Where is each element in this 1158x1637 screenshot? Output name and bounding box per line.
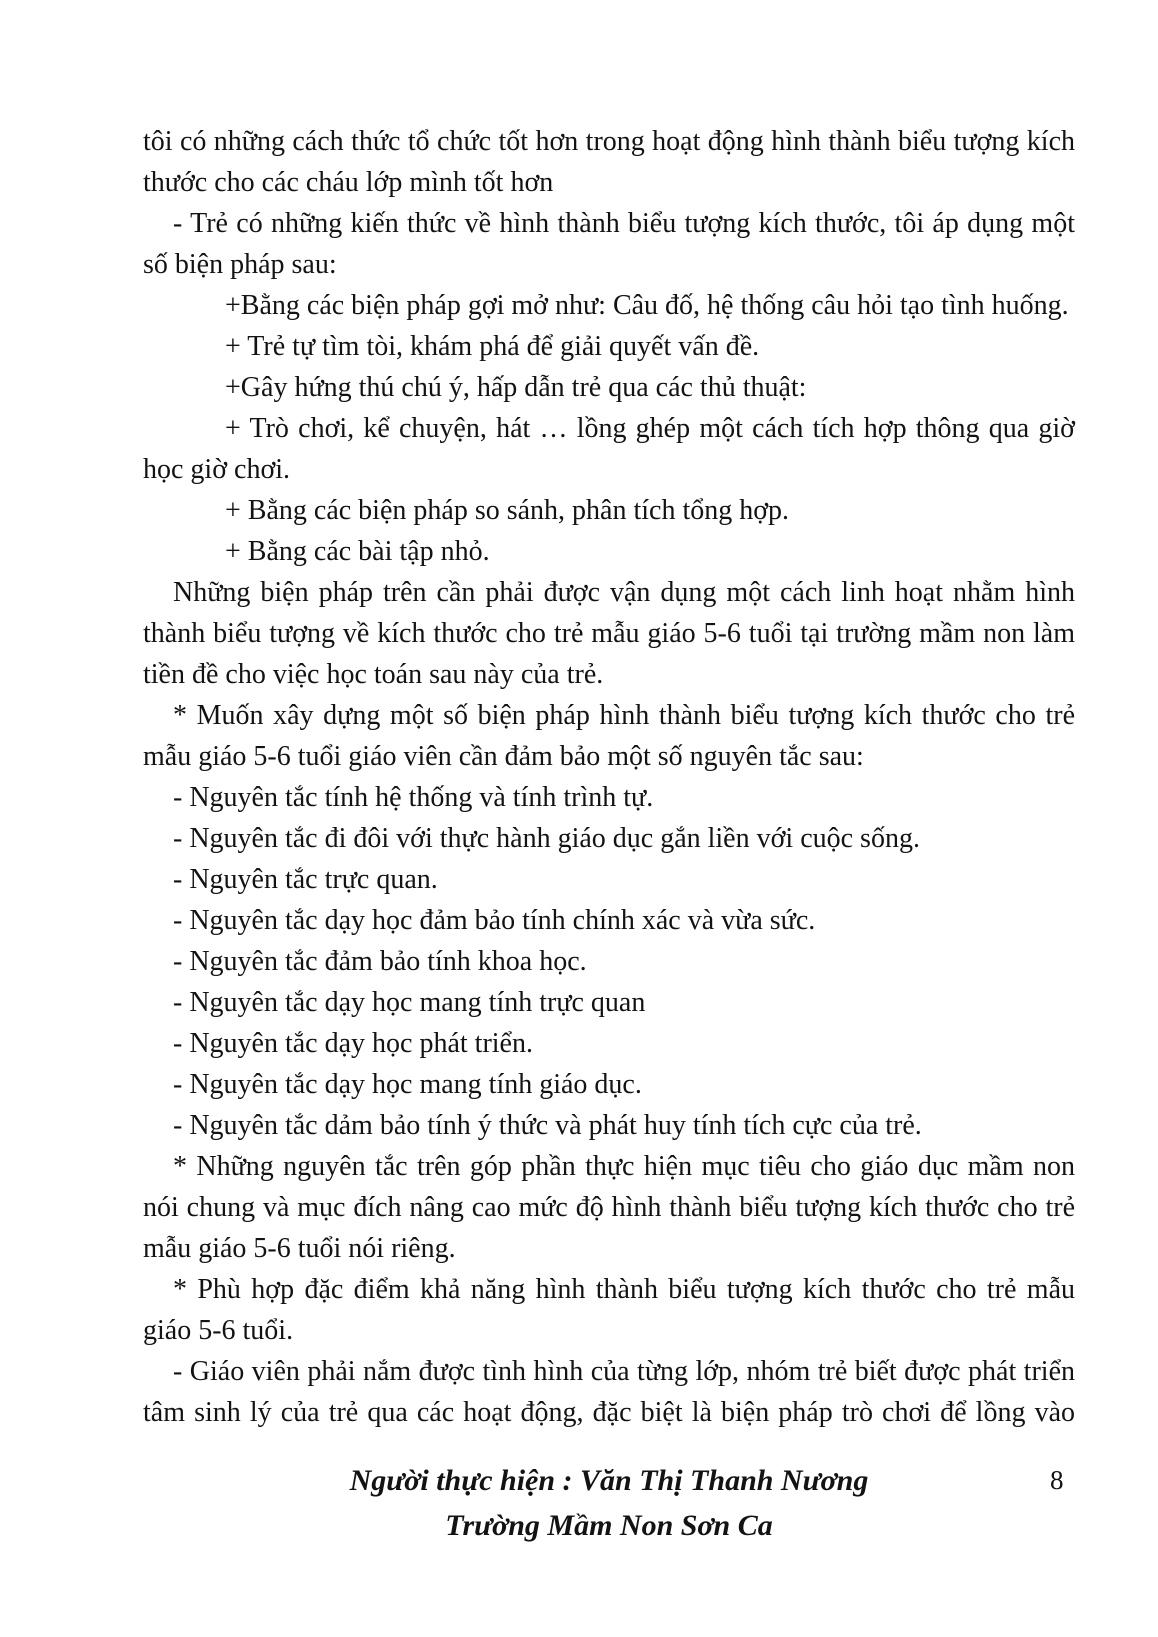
text-line: * Muốn xây dựng một số biện pháp hình thành biểu tượng kích thước cho trẻ (173, 700, 1075, 731)
text-line: - Nguyên tắc dảm bảo tính ý thức và phát huy tính tích cực của trẻ. (173, 1110, 922, 1141)
text-line: mẫu giáo 5-6 tuổi nói riêng. (143, 1233, 456, 1264)
text-line: thành biểu tượng về kích thước cho trẻ mẫu giáo 5-6 tuổi tại trường mầm non làm (143, 618, 1075, 649)
text-line: - Nguyên tắc dạy học mang tính trực quan (173, 987, 646, 1018)
text-line: số biện pháp sau: (143, 249, 337, 280)
text-line: - Nguyên tắc dạy học mang tính giáo dục. (173, 1069, 642, 1100)
text-line: học giờ chơi. (143, 454, 291, 485)
text-line: mẫu giáo 5-6 tuổi giáo viên cần đảm bảo một số nguyên tắc sau: (143, 741, 864, 772)
page-number: 8 (1050, 1465, 1064, 1495)
text-line: + Bằng các biện pháp so sánh, phân tích tổng hợp. (225, 495, 790, 526)
document-body (143, 121, 1075, 1433)
text-line: - Trẻ có những kiến thức về hình thành biểu tượng kích thước, tôi áp dụng một (173, 208, 1075, 239)
text-line: - Nguyên tắc dạy học phát triển. (173, 1028, 533, 1059)
text-line: +Gây hứng thú chú ý, hấp dẫn trẻ qua các thủ thuật: (225, 372, 807, 403)
text-line: tôi có những cách thức tổ chức tốt hơn trong hoạt động hình thành biểu tượng kích (143, 126, 1075, 157)
text-line: * Phù hợp đặc điểm khả năng hình thành biểu tượng kích thước cho trẻ mẫu (173, 1274, 1075, 1305)
text-line: +Bằng các biện pháp gợi mở như: Câu đố, hệ thống câu hỏi tạo tình huống. (225, 290, 1069, 321)
text-line: nói chung và mục đích nâng cao mức độ hình thành biểu tượng kích thước cho trẻ (143, 1192, 1075, 1223)
text-line: + Bằng các bài tập nhỏ. (225, 536, 490, 567)
text-line: + Trò chơi, kể chuyện, hát … lồng ghép một cách tích hợp thông qua giờ (225, 413, 1075, 444)
text-line: giáo 5-6 tuổi. (143, 1315, 294, 1346)
text-line: tâm sinh lý của trẻ qua các hoạt động, đặc biệt là biện pháp trò chơi để lồng vào (143, 1397, 1075, 1428)
text-line: - Nguyên tắc đi đôi với thực hành giáo dục gắn liền với cuộc sống. (173, 823, 920, 854)
text-line: thước cho các cháu lớp mình tốt hơn (143, 167, 554, 198)
text-line: Những biện pháp trên cần phải được vận dụng một cách linh hoạt nhằm hình (173, 577, 1075, 608)
footer-school: Trường Mầm Non Sơn Ca (445, 1509, 773, 1542)
text-line: - Nguyên tắc tính hệ thống và tính trình tự. (173, 782, 654, 813)
page-footer (143, 1458, 1075, 1548)
footer-author: Người thực hiện : Văn Thị Thanh Nương (349, 1464, 869, 1497)
text-line: + Trẻ tự tìm tòi, khám phá để giải quyết vấn đề. (225, 331, 760, 362)
text-line: * Những nguyên tắc trên góp phần thực hiện mục tiêu cho giáo dục mầm non (173, 1151, 1075, 1182)
text-line: - Giáo viên phải nắm được tình hình của từng lớp, nhóm trẻ biết được phát triển (173, 1356, 1075, 1387)
text-line: tiền đề cho việc học toán sau này của trẻ. (143, 659, 604, 690)
text-line: - Nguyên tắc đảm bảo tính khoa học. (173, 946, 587, 977)
text-line: - Nguyên tắc trực quan. (173, 864, 438, 895)
text-line: - Nguyên tắc dạy học đảm bảo tính chính xác và vừa sức. (173, 905, 816, 936)
